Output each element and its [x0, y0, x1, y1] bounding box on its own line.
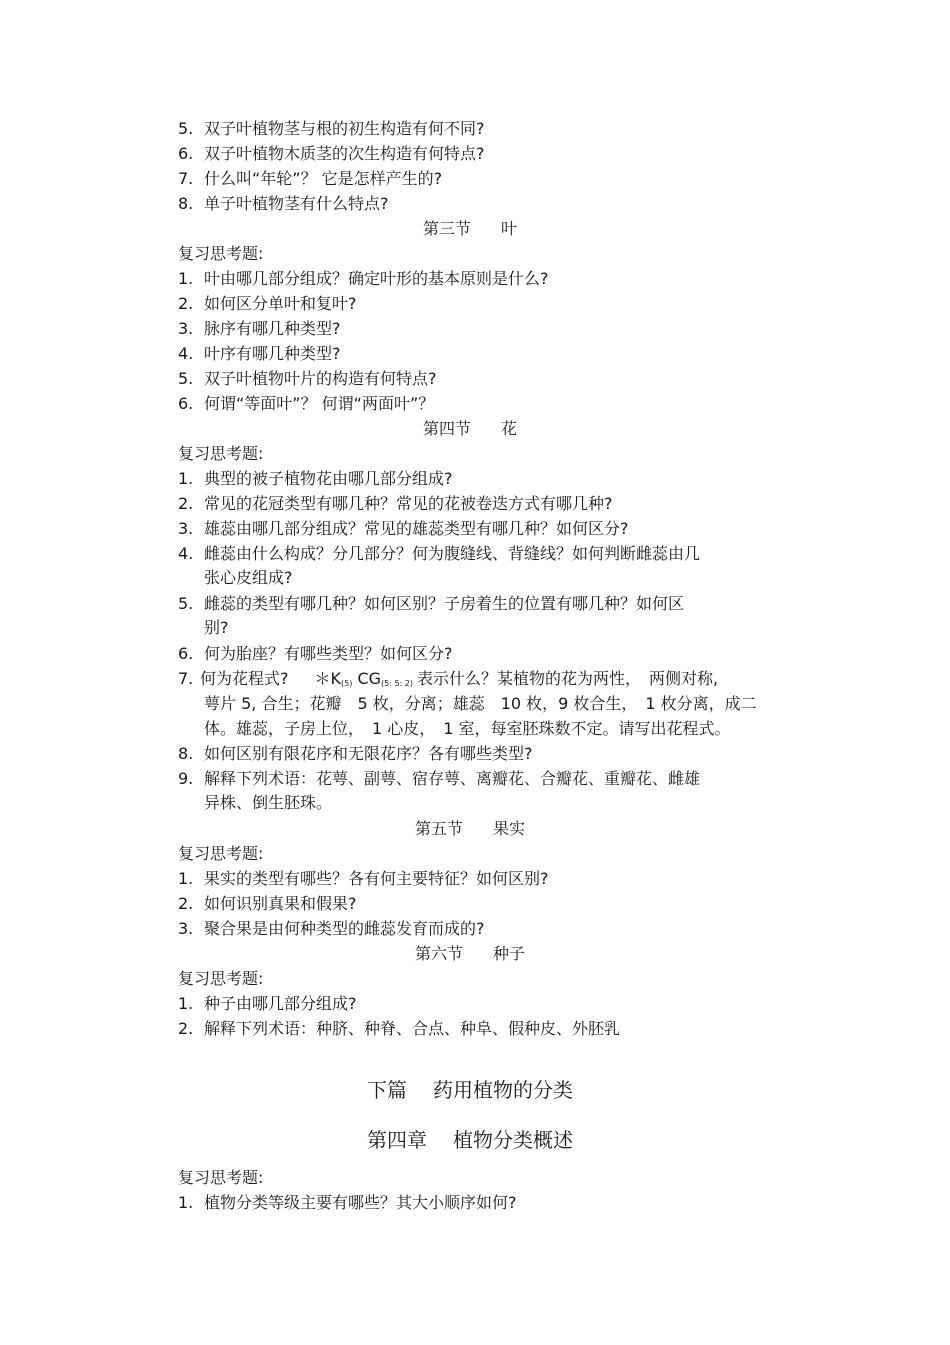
question-item: 3. 脉序有哪几种类型? [178, 319, 341, 338]
question-item: 3. 聚合果是由何种类型的雌蕊发育而成的? [178, 919, 485, 938]
review-heading: 复习思考题: [178, 844, 264, 863]
review-heading: 复习思考题: [178, 969, 264, 988]
question-item: 7. 什么叫“年轮”？ 它是怎样产生的? [178, 169, 443, 188]
question-item: 5. 双子叶植物茎与根的初生构造有何不同? [178, 119, 485, 138]
question-item: 6. 何谓“等面叶”？ 何谓“两面叶”？ [178, 394, 435, 413]
flower-formula: $*K_{(5)}$ $CG_{(5: 5: 2)}$ [314, 669, 414, 688]
question-item: 9. 解释下列术语：花萼、副萼、宿存萼、离瓣花、合瓣花、重瓣花、雌雄 [178, 769, 701, 788]
question-item: 5. 双子叶植物叶片的构造有何特点? [178, 369, 437, 388]
section-title-fruit: 第五节 果实 [414, 819, 526, 838]
question-item-formula: 7. 何为花程式? $*K_{(5)}$ $CG_{(5: 5: 2)}$ 表示什么？某植物的花为两性， 两侧对称, [178, 668, 718, 690]
question-continuation: 异株、倒生胚珠。 [204, 793, 333, 812]
question-item: 1. 植物分类等级主要有哪些？其大小顺序如何? [178, 1193, 517, 1212]
question-continuation: 别? [204, 618, 229, 637]
question-continuation: 张心皮组成? [204, 568, 293, 587]
question-item: 4. 叶序有哪几种类型? [178, 344, 341, 363]
question-item: 4. 雌蕊由什么构成？分几部分？何为腹缝线、背缝线？如何判断雌蕊由几 [178, 544, 701, 563]
question-item: 1. 种子由哪几部分组成? [178, 994, 357, 1013]
review-heading: 复习思考题: [178, 444, 264, 463]
question-item: 2. 如何识别真果和假果? [178, 894, 357, 913]
question-item: 1. 果实的类型有哪些？各有何主要特征？如何区别? [178, 869, 549, 888]
question-item: 6. 双子叶植物木质茎的次生构造有何特点? [178, 144, 485, 163]
question-item: 5. 雌蕊的类型有哪几种？如何区别？子房着生的位置有哪几种？如何区 [178, 594, 685, 613]
question-continuation: 萼片 5, 合生；花瓣 5 枚，分离；雄蕊 10 枚，9 枚合生， 1 枚分离，成二 [204, 694, 757, 713]
section-title-seed: 第六节 种子 [414, 944, 526, 963]
question-item: 6. 何为胎座？有哪些类型？如何区分? [178, 644, 453, 663]
question-item: 8. 单子叶植物茎有什么特点? [178, 194, 389, 213]
part-title: 下篇 药用植物的分类 [367, 1078, 573, 1102]
section-title-flower: 第四节 花 [422, 419, 518, 438]
review-heading: 复习思考题: [178, 1168, 264, 1187]
question-item: 1. 叶由哪几部分组成？确定叶形的基本原则是什么? [178, 269, 549, 288]
question-item: 2. 解释下列术语：种脐、种脊、合点、种阜、假种皮、外胚乳 [178, 1019, 621, 1038]
chapter-title: 第四章 植物分类概述 [367, 1128, 573, 1152]
question-item: 2. 如何区分单叶和复叶? [178, 294, 357, 313]
question-item: 1. 典型的被子植物花由哪几部分组成? [178, 469, 453, 488]
question-item: 8. 如何区别有限花序和无限花序？各有哪些类型? [178, 744, 533, 763]
section-title-leaf: 第三节 叶 [422, 219, 518, 238]
question-item: 3. 雄蕊由哪几部分组成？常见的雄蕊类型有哪几种？如何区分? [178, 519, 629, 538]
review-heading: 复习思考题: [178, 244, 264, 263]
question-continuation: 体。雄蕊，子房上位， 1 心皮， 1 室，每室胚珠数不定。请写出花程式。 [204, 719, 731, 738]
question-item: 2. 常见的花冠类型有哪几种？常见的花被卷迭方式有哪几种? [178, 494, 613, 513]
